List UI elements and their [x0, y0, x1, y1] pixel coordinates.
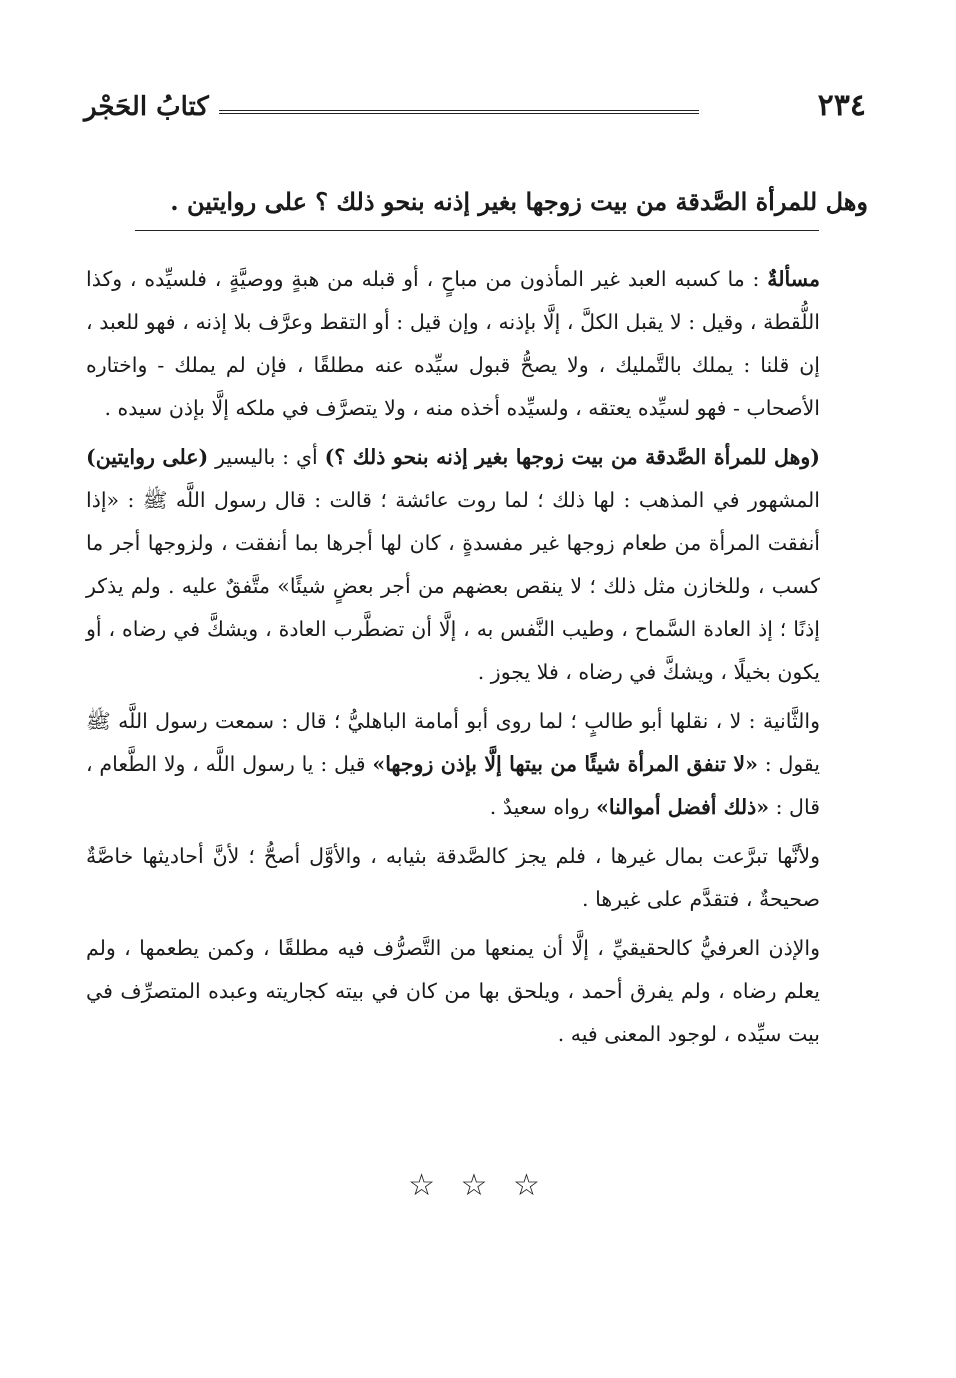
page-number: ٢٣٤	[817, 88, 866, 123]
matn-underline	[135, 230, 819, 231]
header-rule	[219, 110, 699, 114]
paragraph-1	[86, 258, 820, 430]
paragraph-text: والثَّانية : لا ، نقلها أبو طالبٍ ؛ لما روى أبو أمامة الباهليُّ ؛ قال : سمعت رسول اللَّه ﷺ يقول :	[86, 709, 820, 776]
paragraph-text: والإذن العرفيُّ كالحقيقيِّ ، إلَّا أن يمنعها من التَّصرُّف فيه مطلقًا ، وكمن يطعمها ، ولم يعلم رضاه ، ولم يفرق أحمد ، ويلحق بها من كان في بيته كجاريته وعبده المتصرِّف في بيت سيِّده ، لوجود المعنى فيه .	[86, 936, 820, 1046]
quoted-matn: (على روايتين)	[86, 445, 209, 469]
section-divider-stars: ☆ ☆ ☆	[408, 1168, 548, 1203]
commentary-body	[86, 258, 820, 1062]
paragraph-5	[86, 927, 820, 1056]
paragraph-text: أي : باليسير	[208, 445, 325, 469]
running-header	[84, 88, 866, 128]
paragraph-text: قيل : يا رسول اللَّه ، ولا الطَّعام ، قال :	[86, 752, 820, 819]
paragraph-text: ولأنَّها تبرَّعت بمال غيرها ، فلم يجز كالصَّدقة بثيابه ، والأوَّل أصحُّ ؛ لأنَّ أحاديثها خاصَّةٌ صحيحةٌ ، فتقدَّم على غيرها .	[86, 844, 820, 911]
quoted-matn: (وهل للمرأة الصَّدقة من بيت زوجها بغير إذنه بنحو ذلك ؟)	[324, 445, 820, 469]
masala-lead: مسألةٌ	[767, 267, 820, 291]
paragraph-2	[86, 436, 820, 694]
paragraph-text: رواه سعيدٌ .	[489, 795, 597, 819]
matn-heading: وهل للمرأة الصَّدقة من بيت زوجها بغير إذنه بنحو ذلك ؟ على روايتين .	[170, 187, 868, 216]
hadith-quote: «ذلك أفضل أموالنا»	[596, 795, 770, 819]
hadith-quote: «لا تنفق المرأة شيئًا من بيتها إلَّا بإذن زوجها»	[372, 752, 758, 776]
paragraph-text: : ما كسبه العبد غير المأذون من مباحٍ ، أو قبله من هبةٍ ووصيَّةٍ ، فلسيِّده ، وكذا اللُّقطة ، وقيل : لا يقبل الكلَّ ، إلَّا بإذنه ، وإن قيل : أو التقط وعرَّف بلا إذنه ، فهو للعبد ، إن قلنا : يملك بالتَّمليك ، ولا يصحُّ قبول سيِّده عنه مطلقًا ، فإن لم يملك - واختاره الأصحاب - فهو لسيِّده يعتقه ، ولسيِّده أخذه منه ، ولا يتصرَّف في ملكه إلَّا بإذن سيده .	[86, 267, 820, 420]
book-title: كتابُ الحَجْر	[84, 92, 209, 122]
paragraph-4	[86, 835, 820, 921]
paragraph-text: المشهور في المذهب : لها ذلك ؛ لما روت عائشة ؛ قالت : قال رسول اللَّه ﷺ : «إذا أنفقت المرأة من طعام زوجها غير مفسدةٍ ، كان لها أجرها بما أنفقت ، ولزوجها أجر ما كسب ، وللخازن مثل ذلك ؛ لا ينقص بعضهم من أجر بعضٍ شيئًا» متَّفقٌ عليه . ولم يذكر إذنًا ؛ إذ العادة السَّماح ، وطيب النَّفس به ، إلَّا أن تضطَّرب العادة ، ويشكَّ في رضاه ، أو يكون بخيلًا ، ويشكَّ في رضاه ، فلا يجوز .	[86, 488, 820, 684]
paragraph-3	[86, 700, 820, 829]
